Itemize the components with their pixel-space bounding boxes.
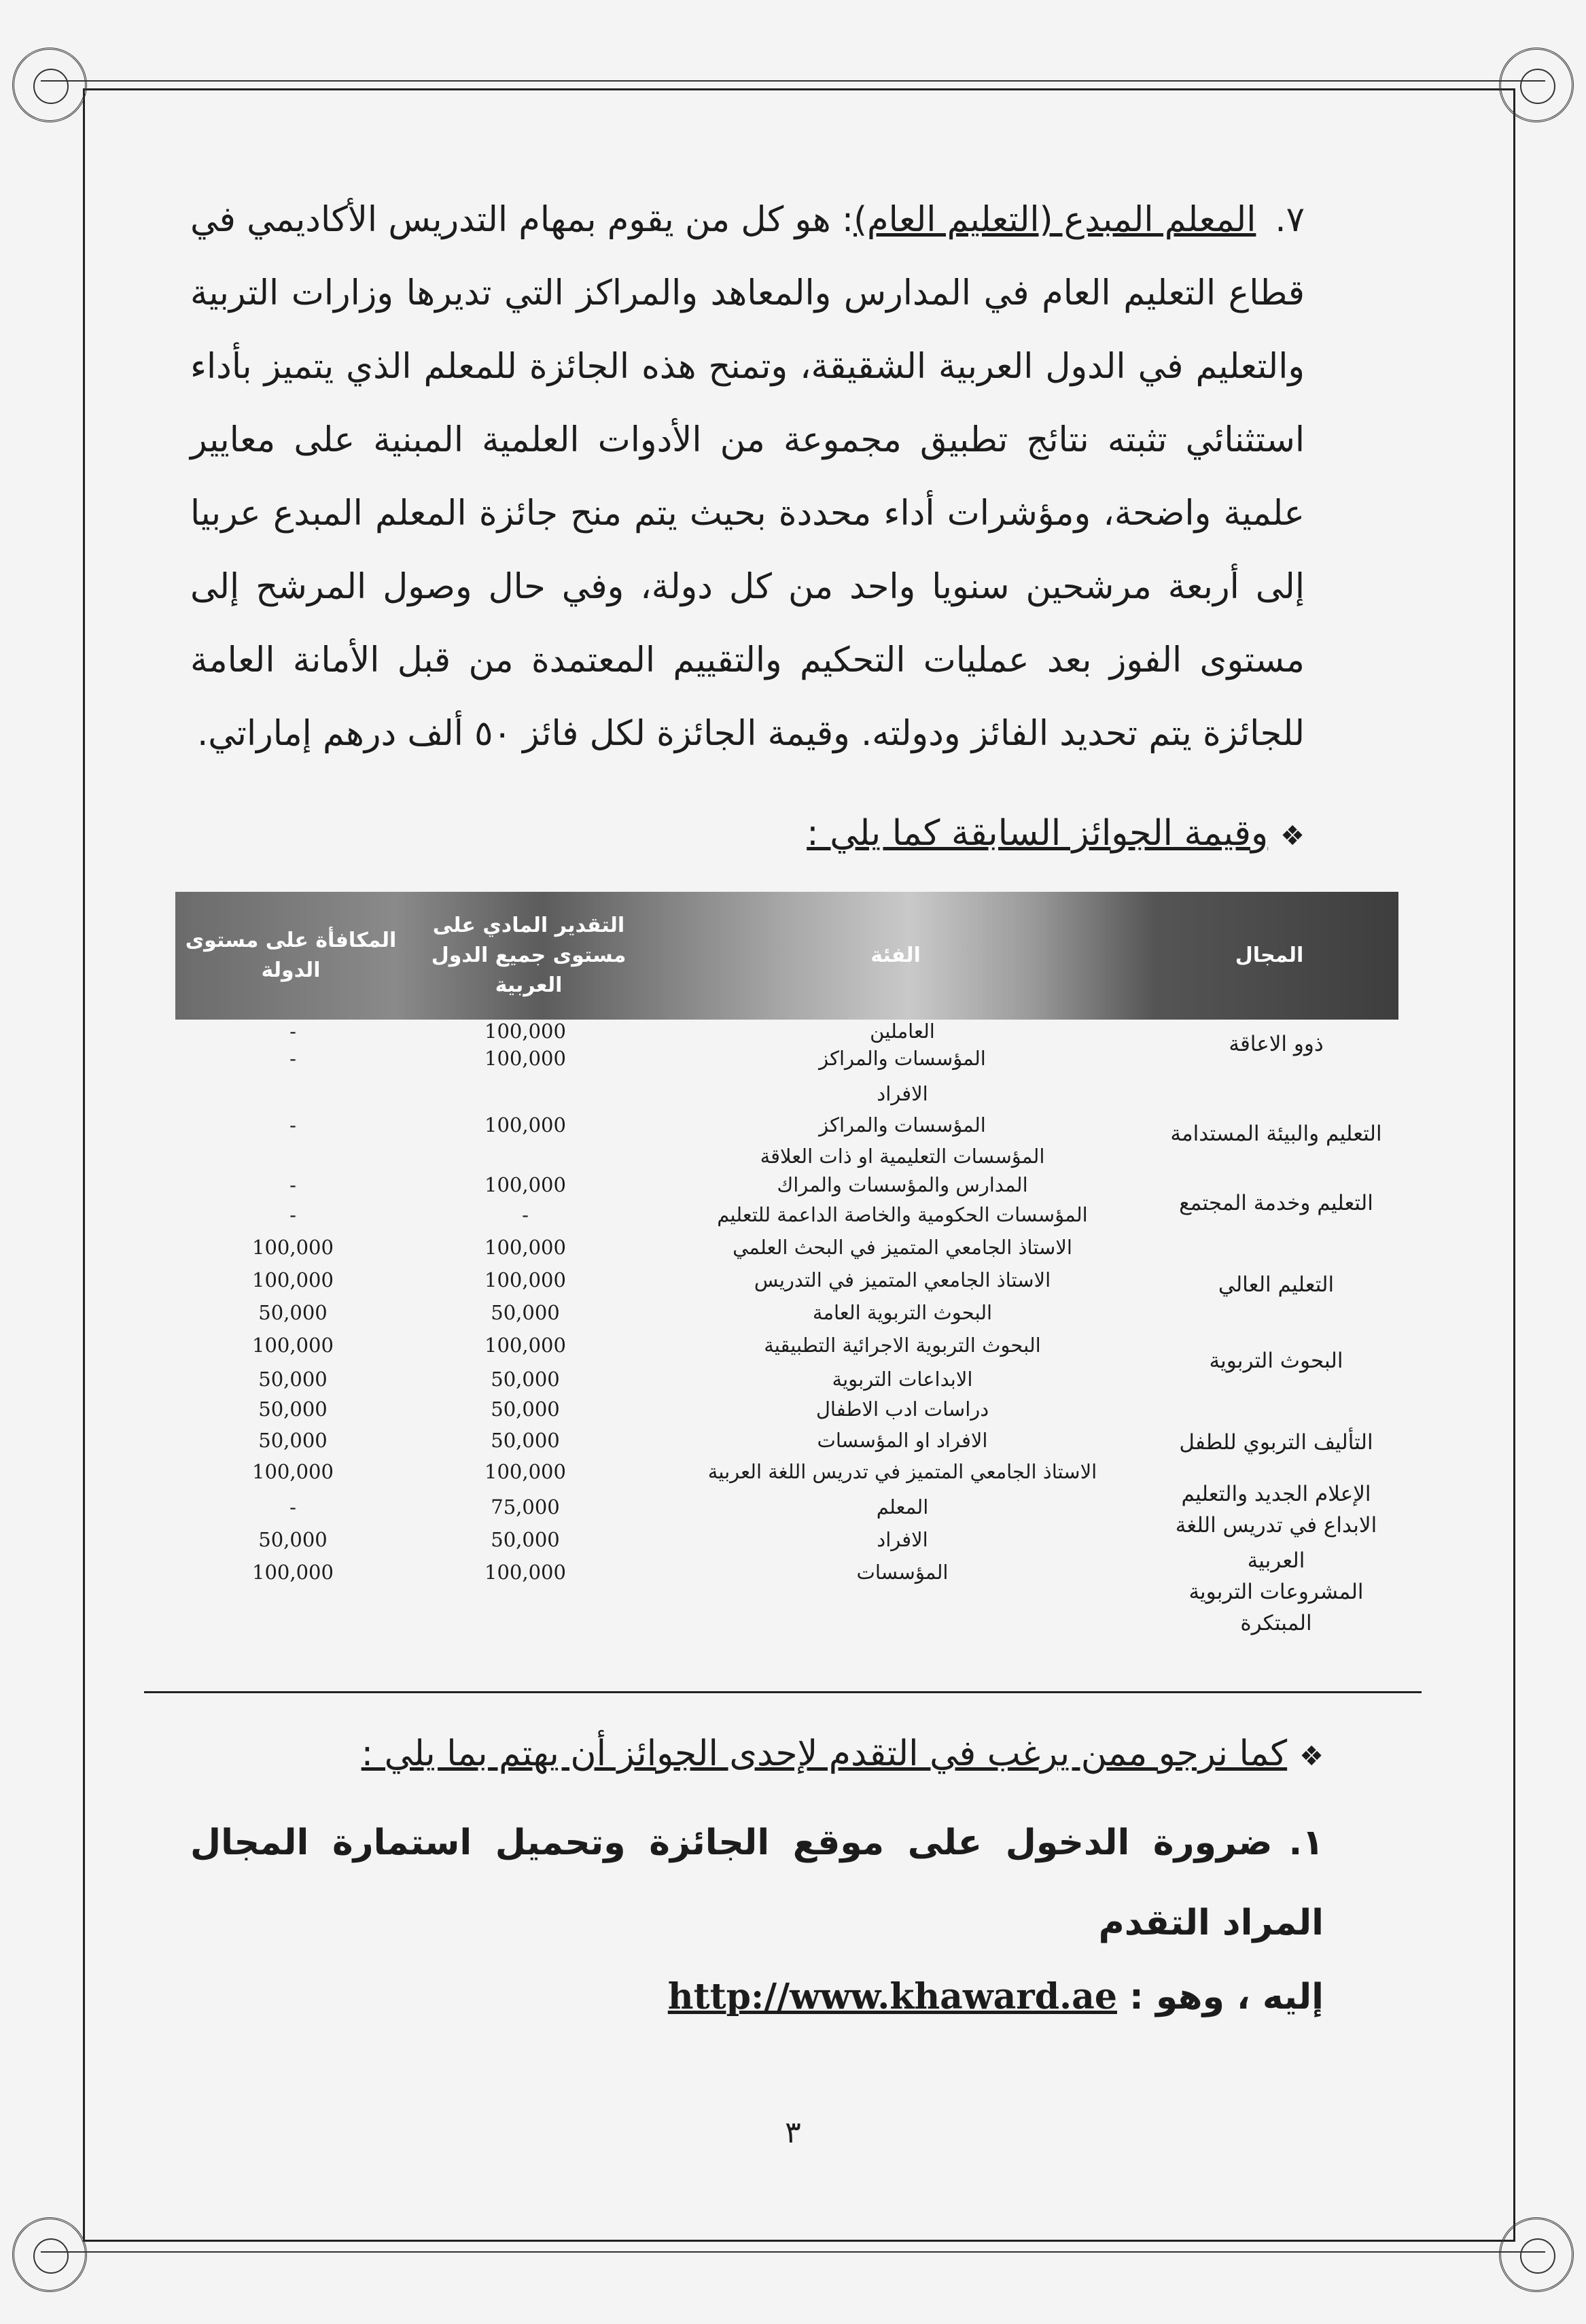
award-website-link[interactable]: http://www.khaward.ae [667, 1976, 1117, 2017]
table-cell-state-prize: 50,000 [258, 1368, 328, 1391]
prizes-table [175, 892, 1398, 1781]
item-number: ١. [1288, 1822, 1324, 1863]
corner-ornament-icon [12, 2217, 87, 2292]
table-cell-field: الابداع في تدريس اللغة [1175, 1513, 1377, 1538]
section-divider [144, 1691, 1422, 1693]
table-cell-arab-prize: 50,000 [491, 1398, 560, 1421]
bullet-diamond-icon: ❖ [1299, 1741, 1324, 1772]
page-number: ٣ [785, 2115, 801, 2150]
table-cell-arab-prize: 50,000 [491, 1301, 560, 1324]
table-cell-state-prize: 50,000 [258, 1301, 328, 1324]
table-cell-arab-prize: 100,000 [484, 1173, 566, 1196]
table-cell-state-prize: - [289, 1113, 296, 1137]
table-cell-category: المدارس والمؤسسات والمراك [777, 1173, 1028, 1196]
table-cell-arab-prize: 100,000 [484, 1236, 566, 1259]
requirements-section [190, 1727, 1324, 2031]
table-cell-field: العربية [1247, 1548, 1305, 1573]
table-cell-category: الافراد [877, 1528, 928, 1551]
table-header [175, 892, 1398, 1020]
table-cell-arab-prize: 50,000 [491, 1429, 560, 1452]
table-cell-arab-prize: 100,000 [484, 1047, 566, 1070]
table-cell-arab-prize: 100,000 [484, 1561, 566, 1584]
table-cell-category: البحوث التربوية الاجرائية التطبيقية [764, 1334, 1041, 1357]
main-content [190, 184, 1305, 863]
table-cell-state-prize: - [289, 1203, 296, 1226]
table-cell-state-prize: - [289, 1173, 296, 1196]
table-cell-state-prize: - [289, 1495, 296, 1519]
table-cell-arab-prize: 100,000 [484, 1020, 566, 1043]
header-arab-level-prize: التقدير المادي على مستوى جميع الدول العربية [431, 914, 627, 997]
table-cell-arab-prize: 100,000 [484, 1113, 566, 1137]
table-cell-state-prize: 100,000 [252, 1334, 334, 1357]
table-cell-state-prize: - [289, 1020, 296, 1043]
table-cell-state-prize: 100,000 [252, 1561, 334, 1584]
table-cell-category: المعلم [876, 1495, 929, 1519]
outer-border-bottom [41, 2251, 1545, 2253]
table-cell-category: المؤسسات والمراكز [819, 1113, 986, 1137]
table-cell-arab-prize: 100,000 [484, 1334, 566, 1357]
table-cell-category: المؤسسات [856, 1561, 949, 1584]
table-cell-state-prize: - [289, 1047, 296, 1070]
table-cell-state-prize: 50,000 [258, 1429, 328, 1452]
table-cell-arab-prize: - [522, 1203, 529, 1226]
table-cell-category: دراسات ادب الاطفال [815, 1398, 989, 1421]
requirement-item-1 [190, 1803, 1324, 1963]
table-cell-field: التعليم العالي [1218, 1272, 1335, 1297]
table-cell-category: البحوث التربوية العامة [812, 1301, 993, 1324]
table-cell-state-prize: 100,000 [252, 1268, 334, 1291]
paragraph-text: : هو كل من يقوم بمهام التدريس الأكاديمي في قطاع التعليم العام في المدارس والمعاهد والمراكز التي تديرها وزارات التربية والتعليم في الدول العربية الشقيقة، وتمنح هذه الجائزة للمعلم الذي يتميز بأداء استثنائي تثبته نتائج تطبيق مجموعة من الأدوات العلمية المبنية على معايير علمية واضحة، ومؤشرات أداء محددة بحيث يتم منح جائزة المعلم المبدع عربيا إلى أربعة مرشحين سنويا واحد من كل دولة، وفي حال وصول المرشح إلى مستوى الفوز بعد عمليات التحكيم والتقييم المعتمدة من قبل الأمانة العامة للجائزة يتم تحديد الفائز ودولته. وقيمة الجائزة لكل فائز ٥٠ ألف درهم إماراتي. [190, 200, 1305, 754]
prizes-heading [190, 806, 1305, 863]
table-cell-category: الاستاذ الجامعي المتميز في البحث العلمي [733, 1236, 1072, 1259]
header-state-level-prize: المكافأة على مستوى الدولة [185, 929, 397, 982]
table-cell-category: الافراد [877, 1082, 928, 1105]
table-cell-arab-prize: 100,000 [484, 1268, 566, 1291]
item-text: ضرورة الدخول على موقع الجائزة وتحميل استمارة المجال المراد التقدم [190, 1822, 1324, 1943]
bullet-diamond-icon: ❖ [1280, 820, 1305, 852]
table-cell-category: المؤسسات الحكومية والخاصة الداعمة للتعليم [717, 1203, 1088, 1226]
table-cell-arab-prize: 100,000 [484, 1460, 566, 1483]
table-body [175, 1020, 1398, 1781]
outer-border-top [41, 80, 1545, 82]
header-field: المجال [1235, 943, 1304, 967]
paragraph-term: المعلم المبدع (التعليم العام) [853, 200, 1256, 240]
table-cell-state-prize: 100,000 [252, 1236, 334, 1259]
table-cell-state-prize: 100,000 [252, 1460, 334, 1483]
corner-ornament-icon [1499, 2217, 1574, 2292]
table-cell-category: الاستاذ الجامعي المتميز في التدريس [754, 1268, 1051, 1291]
url-line [190, 1963, 1324, 2031]
table-cell-state-prize: 50,000 [258, 1528, 328, 1551]
table-cell-field: ذوو الاعاقة [1229, 1032, 1324, 1056]
table-cell-arab-prize: 50,000 [491, 1528, 560, 1551]
table-cell-field: التعليم والبيئة المستدامة [1170, 1122, 1382, 1146]
table-cell-arab-prize: 50,000 [491, 1368, 560, 1391]
request-heading [190, 1727, 1324, 1784]
table-cell-category: الافراد او المؤسسات [817, 1429, 988, 1452]
table-cell-arab-prize: 75,000 [491, 1495, 560, 1519]
table-cell-field: المشروعات التربوية [1188, 1580, 1364, 1604]
table-cell-category: المؤسسات التعليمية او ذات العلاقة [760, 1145, 1045, 1168]
creative-teacher-paragraph [190, 184, 1305, 771]
corner-ornament-icon [12, 48, 87, 122]
url-intro: إليه ، وهو : [1129, 1977, 1324, 2017]
table-cell-field: المبتكرة [1240, 1611, 1312, 1635]
request-heading-text: كما نرجو ممن يرغب في التقدم لإحدى الجوائز أن يهتم بما يلي : [361, 1733, 1288, 1774]
table-cell-field: التعليم وخدمة المجتمع [1179, 1191, 1373, 1215]
table-cell-state-prize: 50,000 [258, 1398, 328, 1421]
table-cell-field: الإعلام الجديد والتعليم [1181, 1482, 1371, 1506]
table-cell-field: التأليف التربوي للطفل [1179, 1430, 1373, 1455]
prizes-heading-text: وقيمة الجوائز السابقة كما يلي : [807, 813, 1269, 854]
paragraph-number: ٧. [1275, 200, 1305, 240]
table-cell-category: العاملين [870, 1020, 935, 1043]
header-category: الفئة [870, 943, 921, 967]
corner-ornament-icon [1499, 48, 1574, 122]
table-cell-category: المؤسسات والمراكز [819, 1047, 986, 1070]
table-cell-category: الاستاذ الجامعي المتميز في تدريس اللغة العربية [707, 1460, 1097, 1483]
table-cell-category: الابداعات التربوية [832, 1368, 973, 1391]
table-cell-field: البحوث التربوية [1209, 1349, 1343, 1373]
